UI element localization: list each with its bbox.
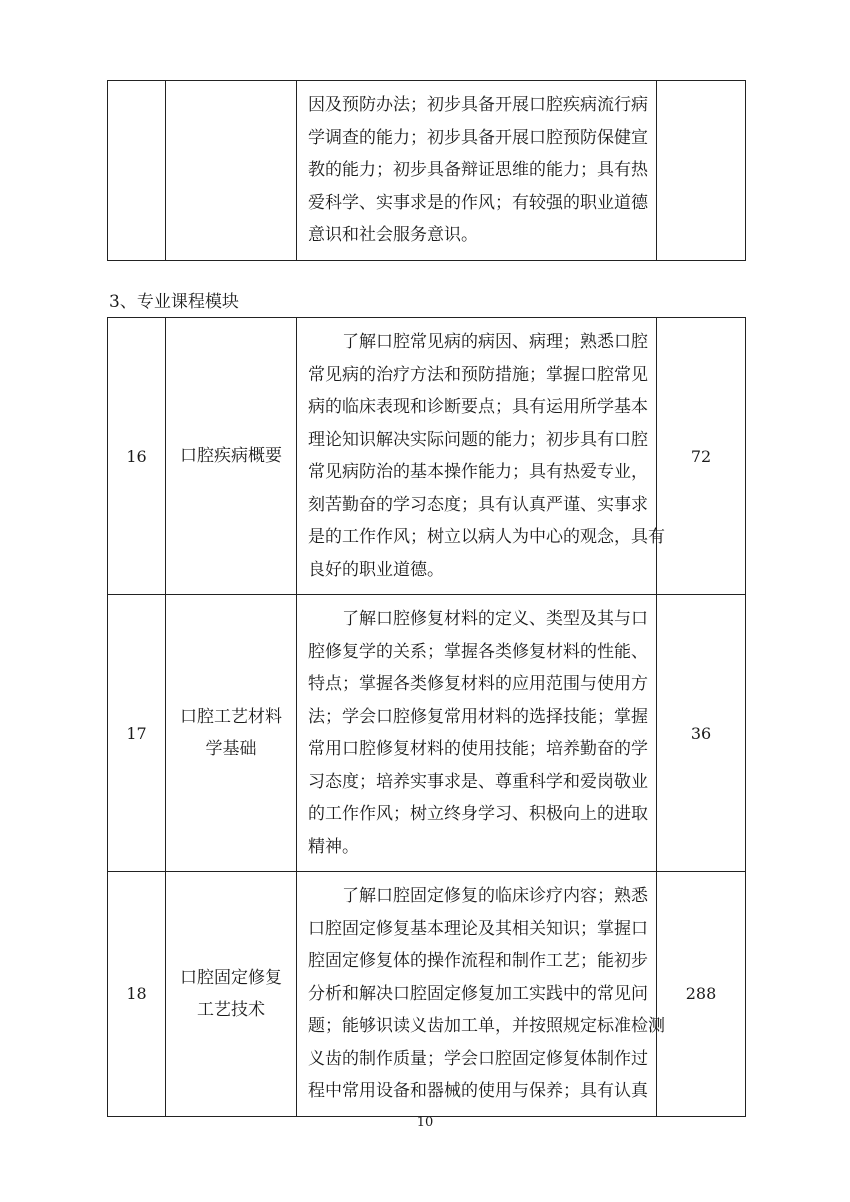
course-number-cell: 16 xyxy=(108,318,166,595)
description-line: 分析和解决口腔固定修复加工实践中的常见问 xyxy=(308,983,648,1004)
hours-cell xyxy=(657,81,746,261)
description-line: 意识和社会服务意识。 xyxy=(308,225,478,245)
description-line: 的工作作风；树立终身学习、积极向上的进取 xyxy=(308,804,648,824)
page-number: 10 xyxy=(416,1115,434,1130)
hours-cell: 36 xyxy=(657,595,746,872)
section-heading: 3、专业课程模块 xyxy=(109,292,239,312)
course-description-cell xyxy=(297,595,657,872)
course-name-line: 口腔疾病概要 xyxy=(180,446,282,466)
description-line: 了解口腔修复材料的定义、类型及其与口 xyxy=(342,609,648,629)
description-line: 特点；掌握各类修复材料的应用范围与使用方 xyxy=(308,674,648,694)
description-line: 爱科学、实事求是的作风；有较强的职业道德 xyxy=(308,192,648,213)
description-line: 腔修复学的关系；掌握各类修复材料的性能、 xyxy=(308,641,648,662)
description-line: 义齿的制作质量；学会口腔固定修复体制作过 xyxy=(308,1048,648,1069)
description-line: 良好的职业道德。 xyxy=(308,559,444,580)
course-name-line: 口腔固定修复 xyxy=(180,967,282,988)
table-row xyxy=(108,318,746,595)
description-line: 理论知识解决实际问题的能力；初步具有口腔 xyxy=(308,429,648,450)
course-description-cell xyxy=(297,872,665,1117)
course-table xyxy=(107,317,746,1117)
description-line: 了解口腔常见病的病因、病理；熟悉口腔 xyxy=(342,332,648,352)
description-line: 习态度；培养实事求是、尊重科学和爱岗敬业 xyxy=(308,771,648,792)
course-name-cell xyxy=(166,595,297,872)
description-line: 常见病防治的基本操作能力；具有热爱专业， xyxy=(308,462,648,482)
description-line: 精神。 xyxy=(308,836,359,857)
course-number-cell: 17 xyxy=(108,595,166,872)
course-name-line: 学基础 xyxy=(205,739,257,759)
course-number-cell: 18 xyxy=(108,872,166,1117)
row-number-cell xyxy=(108,81,166,261)
description-line: 了解口腔固定修复的临床诊疗内容；熟悉 xyxy=(342,886,648,906)
hours-cell: 72 xyxy=(657,318,746,595)
description-line: 刻苦勤奋的学习态度；具有认真严谨、实事求 xyxy=(308,494,648,515)
description-line: 常用口腔修复材料的使用技能；培养勤奋的学 xyxy=(308,739,648,759)
course-name-cell xyxy=(166,872,297,1117)
description-line: 因及预防办法；初步具备开展口腔疾病流行病 xyxy=(308,95,648,115)
description-line: 腔固定修复体的操作流程和制作工艺；能初步 xyxy=(308,951,648,971)
description-line: 题；能够识读义齿加工单，并按照规定标准检测 xyxy=(308,1016,665,1036)
course-name-cell xyxy=(166,318,297,595)
table-row xyxy=(108,595,746,872)
hours-cell: 288 xyxy=(657,872,746,1117)
description-line: 是的工作作风；树立以病人为中心的观念，具有 xyxy=(308,527,665,547)
course-description-cell xyxy=(297,318,665,595)
description-line: 病的临床表现和诊断要点；具有运用所学基本 xyxy=(308,397,648,417)
description-line: 程中常用设备和器械的使用与保养；具有认真 xyxy=(308,1081,648,1101)
description-line: 法；学会口腔修复常用材料的选择技能；掌握 xyxy=(308,706,648,727)
continued-table xyxy=(107,80,746,261)
course-name-cell xyxy=(166,81,297,261)
description-line: 教的能力；初步具备辩证思维的能力；具有热 xyxy=(308,160,648,180)
course-name-line: 工艺技术 xyxy=(197,999,265,1020)
table-row xyxy=(108,872,746,1117)
course-description-cell xyxy=(297,81,657,261)
description-line: 常见病的治疗方法和预防措施；掌握口腔常见 xyxy=(308,364,648,385)
table-row xyxy=(108,81,746,261)
description-line: 学调查的能力；初步具备开展口腔预防保健宣 xyxy=(308,127,648,148)
course-name-line: 口腔工艺材料 xyxy=(180,707,282,727)
description-line: 口腔固定修复基本理论及其相关知识；掌握口 xyxy=(308,918,648,939)
